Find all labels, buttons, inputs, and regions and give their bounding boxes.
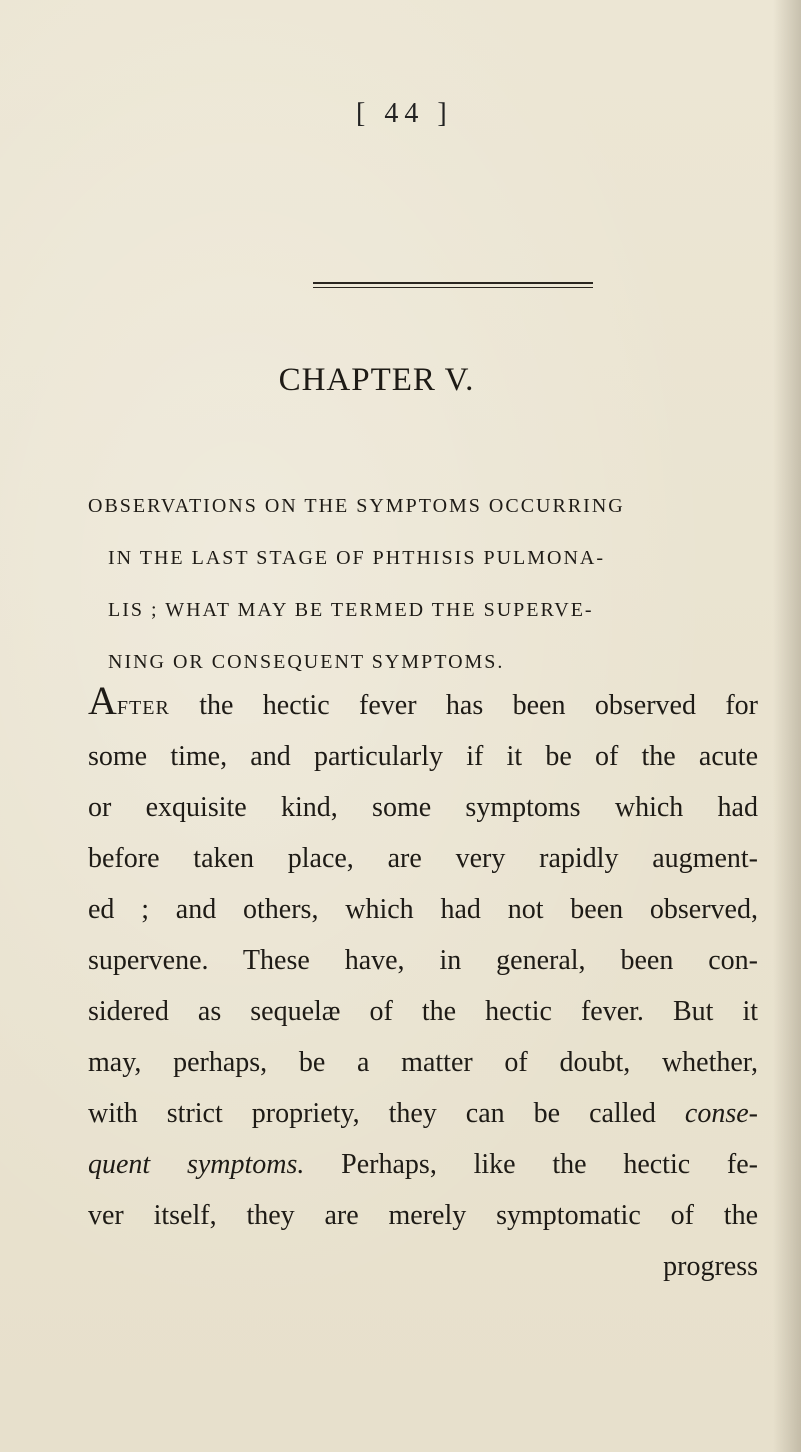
body-line: some time, and particularly if it be of the acute <box>88 741 758 772</box>
chapter-title: CHAPTER V. <box>278 362 475 398</box>
summary-line: LIS ; WHAT MAY BE TERMED THE SUPERVE- <box>108 599 594 621</box>
first-word-rest: fter <box>116 690 170 721</box>
body-line <box>88 680 758 731</box>
chapter-summary <box>88 480 778 688</box>
body-line: before taken place, are very rapidly augment- <box>88 843 758 874</box>
header-rule-thin <box>313 287 593 288</box>
body-line-text: with strict propriety, they can be called <box>88 1098 685 1129</box>
body-line-text: Perhaps, like the hectic fe- <box>304 1149 758 1180</box>
catchword: progress <box>663 1251 758 1282</box>
italic-text: conse- <box>684 1098 758 1129</box>
page-edge-shadow <box>773 0 801 1452</box>
body-line: may, perhaps, be a matter of doubt, whether, <box>88 1047 758 1078</box>
body-line <box>88 1139 758 1190</box>
summary-line: NING OR CONSEQUENT SYMPTOMS. <box>108 651 505 673</box>
body-paragraph <box>88 680 758 1292</box>
header-rule <box>313 282 593 284</box>
body-line: ver itself, they are merely symptomatic of the <box>88 1200 758 1231</box>
body-line: ed ; and others, which had not been observed, <box>88 894 758 925</box>
body-line: supervene. These have, in general, been con- <box>88 945 758 976</box>
body-line: or exquisite kind, some symptoms which had <box>88 792 758 823</box>
summary-line: IN THE LAST STAGE OF PHTHISIS PULMONA- <box>108 547 606 569</box>
body-line <box>88 1088 758 1139</box>
summary-line: OBSERVATIONS ON THE SYMPTOMS OCCURRING <box>88 495 625 517</box>
body-line-text: the hectic fever has been observed for <box>169 690 758 721</box>
body-line: sidered as sequelæ of the hectic fever. But it <box>88 996 758 1027</box>
drop-cap: A <box>88 678 117 723</box>
page-number: [ 44 ] <box>356 98 453 129</box>
italic-text: quent symptoms. <box>88 1149 305 1180</box>
